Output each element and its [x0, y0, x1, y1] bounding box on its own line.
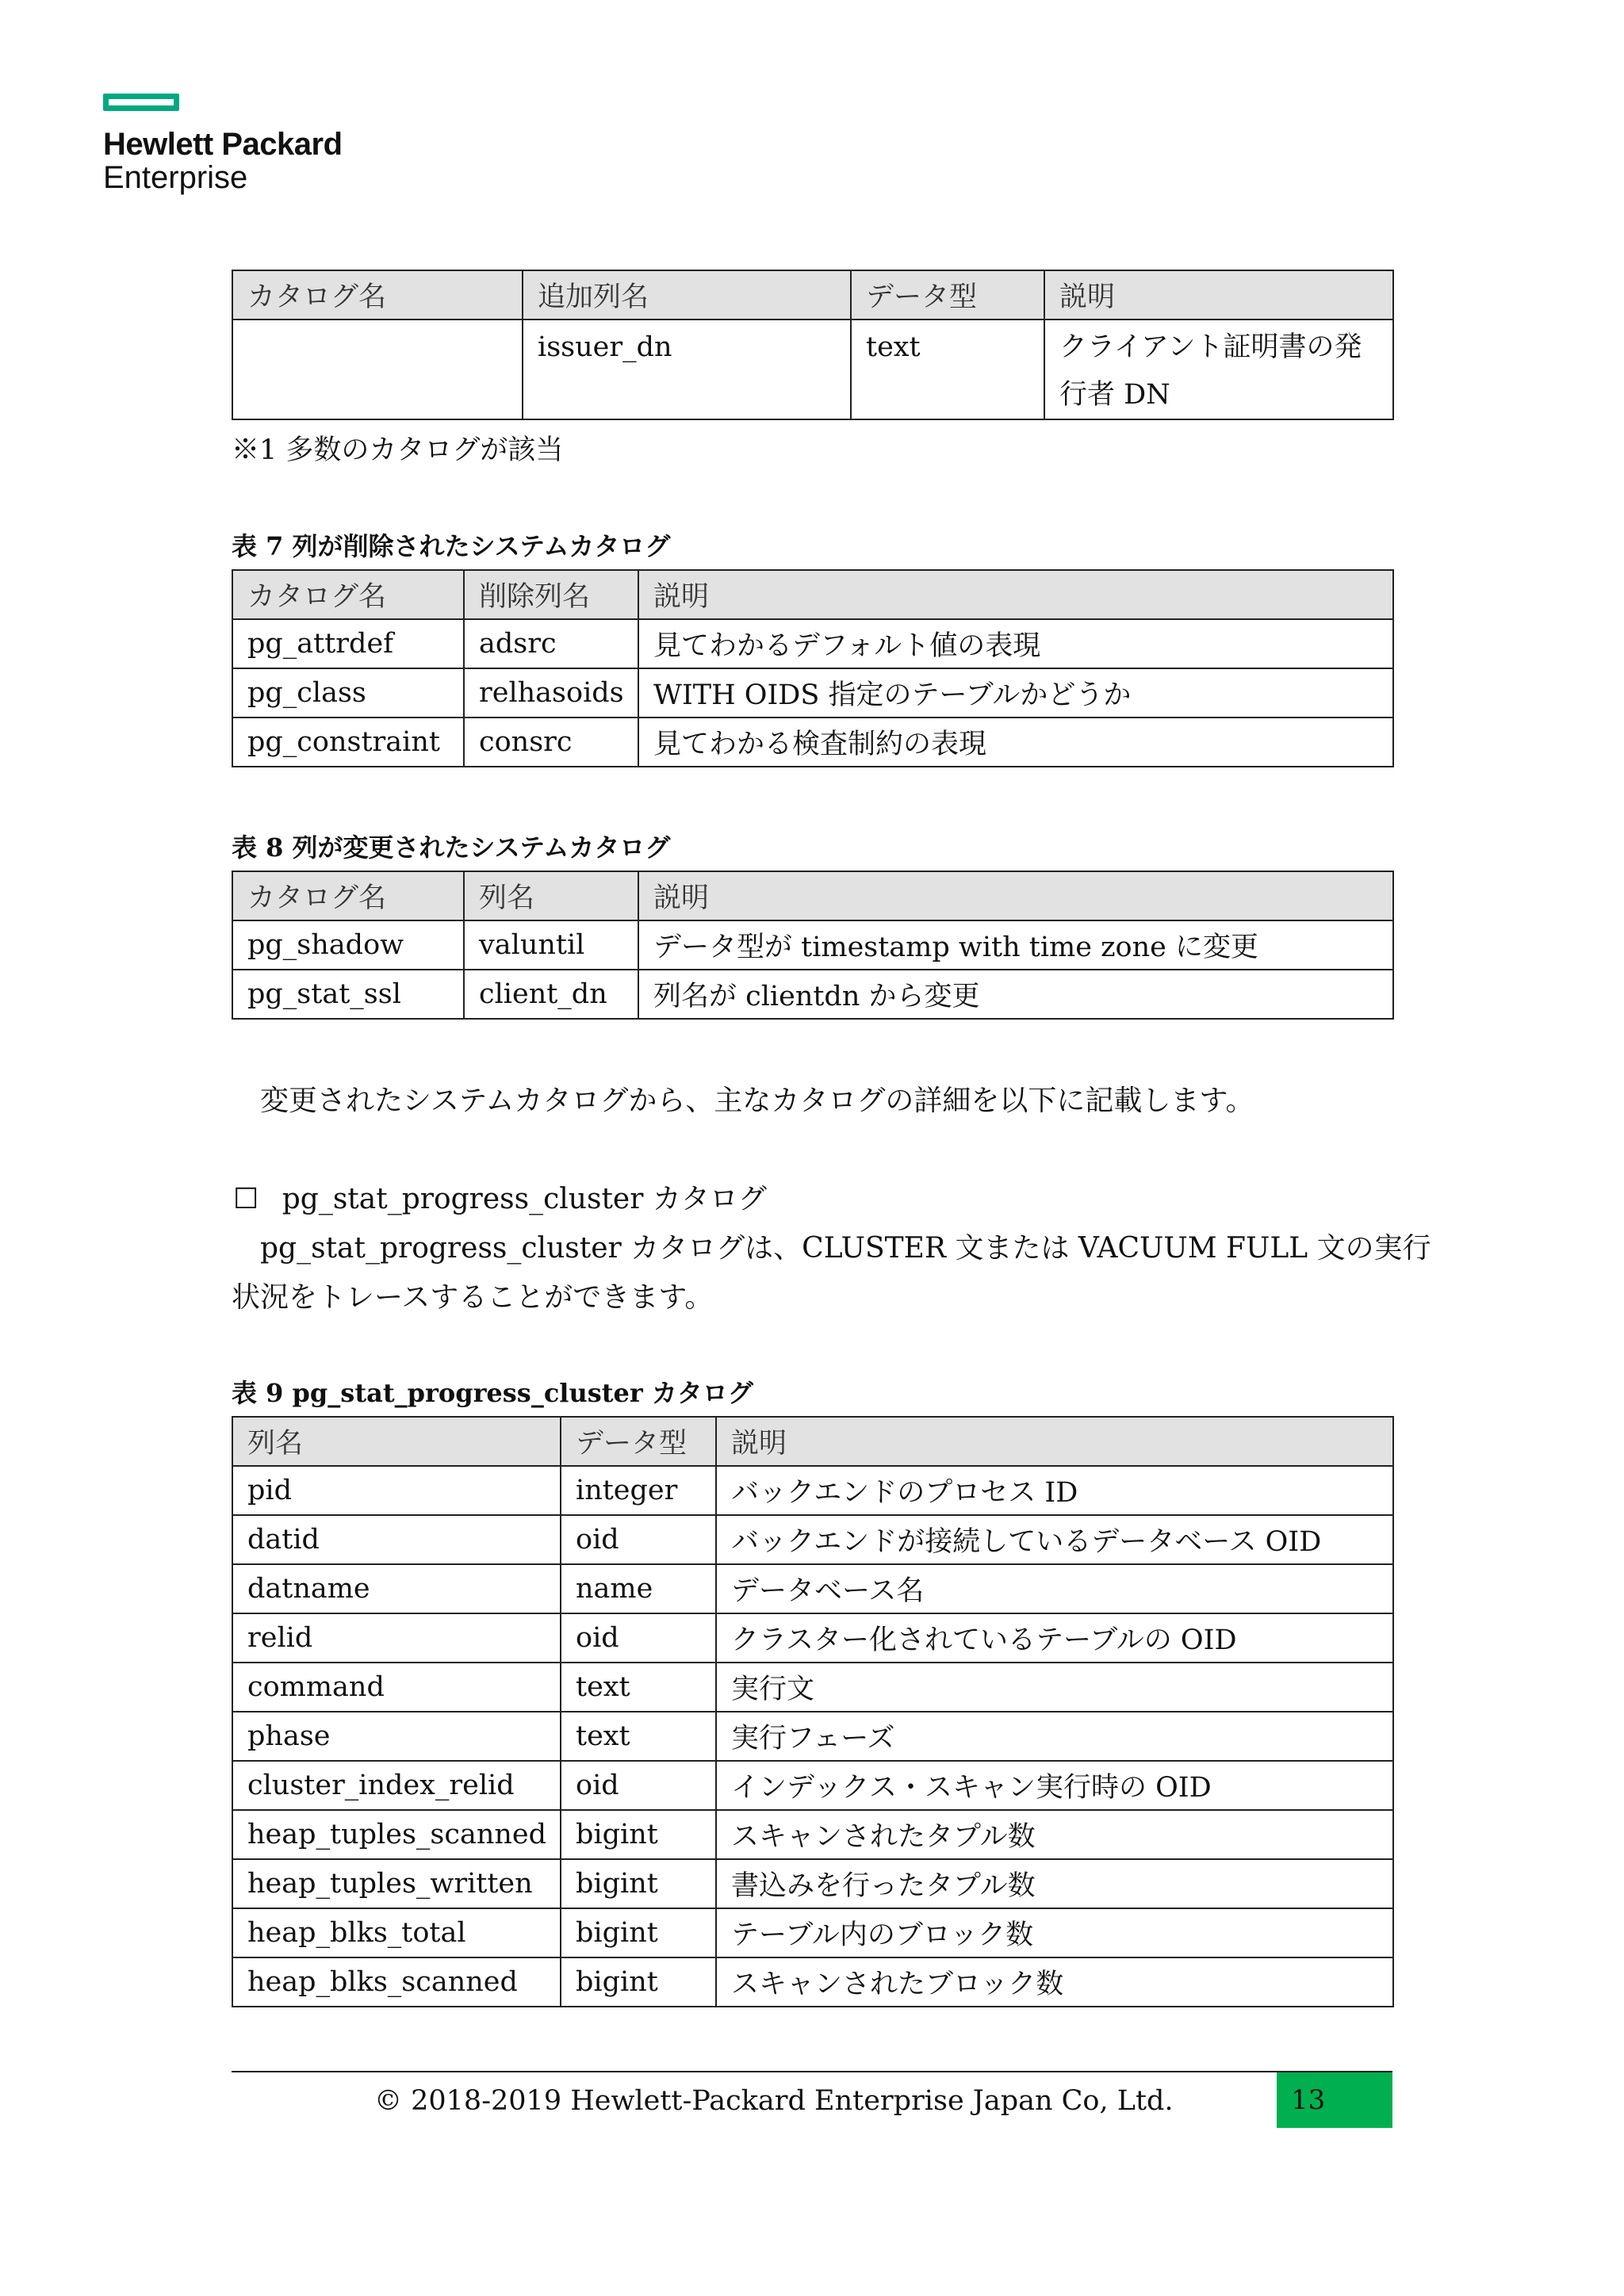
header-cell: 説明	[638, 570, 1393, 619]
table-cell: heap_tuples_scanned	[232, 1810, 561, 1859]
table-row	[232, 668, 1393, 718]
table-cell: 見てわかる検査制約の表現	[638, 718, 1393, 767]
table-cell: bigint	[561, 1810, 716, 1859]
header-cell: 説明	[1044, 270, 1393, 320]
table-cell: bigint	[561, 1908, 716, 1957]
company-logo	[103, 94, 343, 195]
section-heading	[233, 1177, 767, 1217]
table-cell: pg_constraint	[232, 718, 464, 767]
table-cell: WITH OIDS 指定のテーブルかどうか	[638, 668, 1393, 718]
header-cell: 追加列名	[523, 270, 851, 320]
table-cell: バックエンドが接続しているデータベース OID	[716, 1515, 1393, 1564]
table-cell: bigint	[561, 1957, 716, 2007]
header-cell: 説明	[716, 1417, 1393, 1466]
intro-paragraph: 変更されたシステムカタログから、主なカタログの詳細を以下に記載します。	[260, 1085, 1254, 1117]
table8-caption: 表 8 列が変更されたシステムカタログ	[232, 832, 671, 863]
table-cell: 実行文	[716, 1663, 1393, 1712]
section-title: pg_stat_progress_cluster カタログ	[282, 1183, 767, 1215]
table-row	[232, 970, 1393, 1019]
table-cell: クラスター化されているテーブルの OID	[716, 1613, 1393, 1663]
table-cell: 書込みを行ったタプル数	[716, 1859, 1393, 1908]
table-cell: heap_blks_scanned	[232, 1957, 561, 2007]
table-cell: oid	[561, 1613, 716, 1663]
table-cell: command	[232, 1663, 561, 1712]
header-cell: データ型	[851, 270, 1044, 320]
table-header-row	[232, 871, 1393, 920]
table-header-row	[232, 570, 1393, 619]
table-cell: adsrc	[464, 619, 638, 668]
table-row	[232, 718, 1393, 767]
table-cell: datid	[232, 1515, 561, 1564]
footer-divider	[232, 2071, 1392, 2072]
table-cell: consrc	[464, 718, 638, 767]
table-cell: name	[561, 1564, 716, 1613]
table-cell: データベース名	[716, 1564, 1393, 1613]
table-header-row	[232, 1417, 1393, 1466]
table-cell: heap_blks_total	[232, 1908, 561, 1957]
page-number: 13	[1277, 2072, 1392, 2128]
header-cell: データ型	[561, 1417, 716, 1466]
table-cell: datname	[232, 1564, 561, 1613]
table-cell: pg_shadow	[232, 920, 464, 970]
table-cell: cluster_index_relid	[232, 1761, 561, 1810]
table-row	[232, 1613, 1393, 1663]
table-cell: relhasoids	[464, 668, 638, 718]
table-row	[232, 1466, 1393, 1515]
table-row	[232, 1761, 1393, 1810]
table-cell: pid	[232, 1466, 561, 1515]
table-cell: データ型が timestamp with time zone に変更	[638, 920, 1393, 970]
table-cell: relid	[232, 1613, 561, 1663]
table-cell: phase	[232, 1712, 561, 1761]
header-cell: カタログ名	[232, 270, 523, 320]
header-cell: 列名	[232, 1417, 561, 1466]
copyright-text: © 2018-2019 Hewlett-Packard Enterprise Japan Co, Ltd.	[374, 2085, 1174, 2117]
table-row	[232, 619, 1393, 668]
table-cell: integer	[561, 1466, 716, 1515]
table9	[232, 1416, 1394, 2007]
table-cell: pg_attrdef	[232, 619, 464, 668]
table-cell: クライアント証明書の発行者 DN	[1044, 320, 1393, 419]
table-cell: oid	[561, 1515, 716, 1564]
checkbox-icon: ☐	[233, 1183, 259, 1215]
table-row	[232, 1859, 1393, 1908]
header-cell: 列名	[464, 871, 638, 920]
table-row	[232, 1663, 1393, 1712]
table-cell: client_dn	[464, 970, 638, 1019]
table-cell: valuntil	[464, 920, 638, 970]
header-cell: カタログ名	[232, 871, 464, 920]
body-line-2: 状況をトレースすることができます。	[232, 1281, 714, 1314]
table-row	[232, 1564, 1393, 1613]
table9-caption: 表 9 pg_stat_progress_cluster カタログ	[232, 1378, 753, 1408]
table-cell: text	[851, 320, 1044, 419]
table-cell: スキャンされたブロック数	[716, 1957, 1393, 2007]
table-cell: pg_stat_ssl	[232, 970, 464, 1019]
table7	[232, 569, 1394, 767]
table-cell: text	[561, 1712, 716, 1761]
logo-text-line1: Hewlett Packard	[103, 127, 343, 162]
footnote: ※1 多数のカタログが該当	[232, 434, 564, 466]
table-row	[232, 1957, 1393, 2007]
table-cell: スキャンされたタプル数	[716, 1810, 1393, 1859]
table8	[232, 871, 1394, 1020]
added-columns-table	[232, 270, 1394, 420]
table-cell: text	[561, 1663, 716, 1712]
table-row	[232, 1712, 1393, 1761]
table-cell: bigint	[561, 1859, 716, 1908]
table-cell: インデックス・スキャン実行時の OID	[716, 1761, 1393, 1810]
header-cell: カタログ名	[232, 570, 464, 619]
table-row	[232, 1908, 1393, 1957]
table-cell: issuer_dn	[523, 320, 851, 419]
body-line-1: pg_stat_progress_cluster カタログは、CLUSTER 文または VACUUM FULL 文の実行	[260, 1232, 1431, 1265]
table-cell: heap_tuples_written	[232, 1859, 561, 1908]
table7-caption: 表 7 列が削除されたシステムカタログ	[232, 531, 671, 561]
table-cell: 実行フェーズ	[716, 1712, 1393, 1761]
header-cell: 説明	[638, 871, 1393, 920]
table-cell: バックエンドのプロセス ID	[716, 1466, 1393, 1515]
table-row	[232, 920, 1393, 970]
table-row	[232, 1515, 1393, 1564]
table-header-row	[232, 270, 1393, 320]
table-cell: pg_class	[232, 668, 464, 718]
table-row	[232, 1810, 1393, 1859]
header-cell: 削除列名	[464, 570, 638, 619]
table-cell	[232, 320, 523, 419]
table-cell: テーブル内のブロック数	[716, 1908, 1393, 1957]
logo-text-line2: Enterprise	[103, 160, 248, 195]
table-row	[232, 320, 1393, 419]
table-cell: oid	[561, 1761, 716, 1810]
table-cell: 列名が clientdn から変更	[638, 970, 1393, 1019]
logo-mark-icon	[103, 94, 179, 111]
table-cell: 見てわかるデフォルト値の表現	[638, 619, 1393, 668]
